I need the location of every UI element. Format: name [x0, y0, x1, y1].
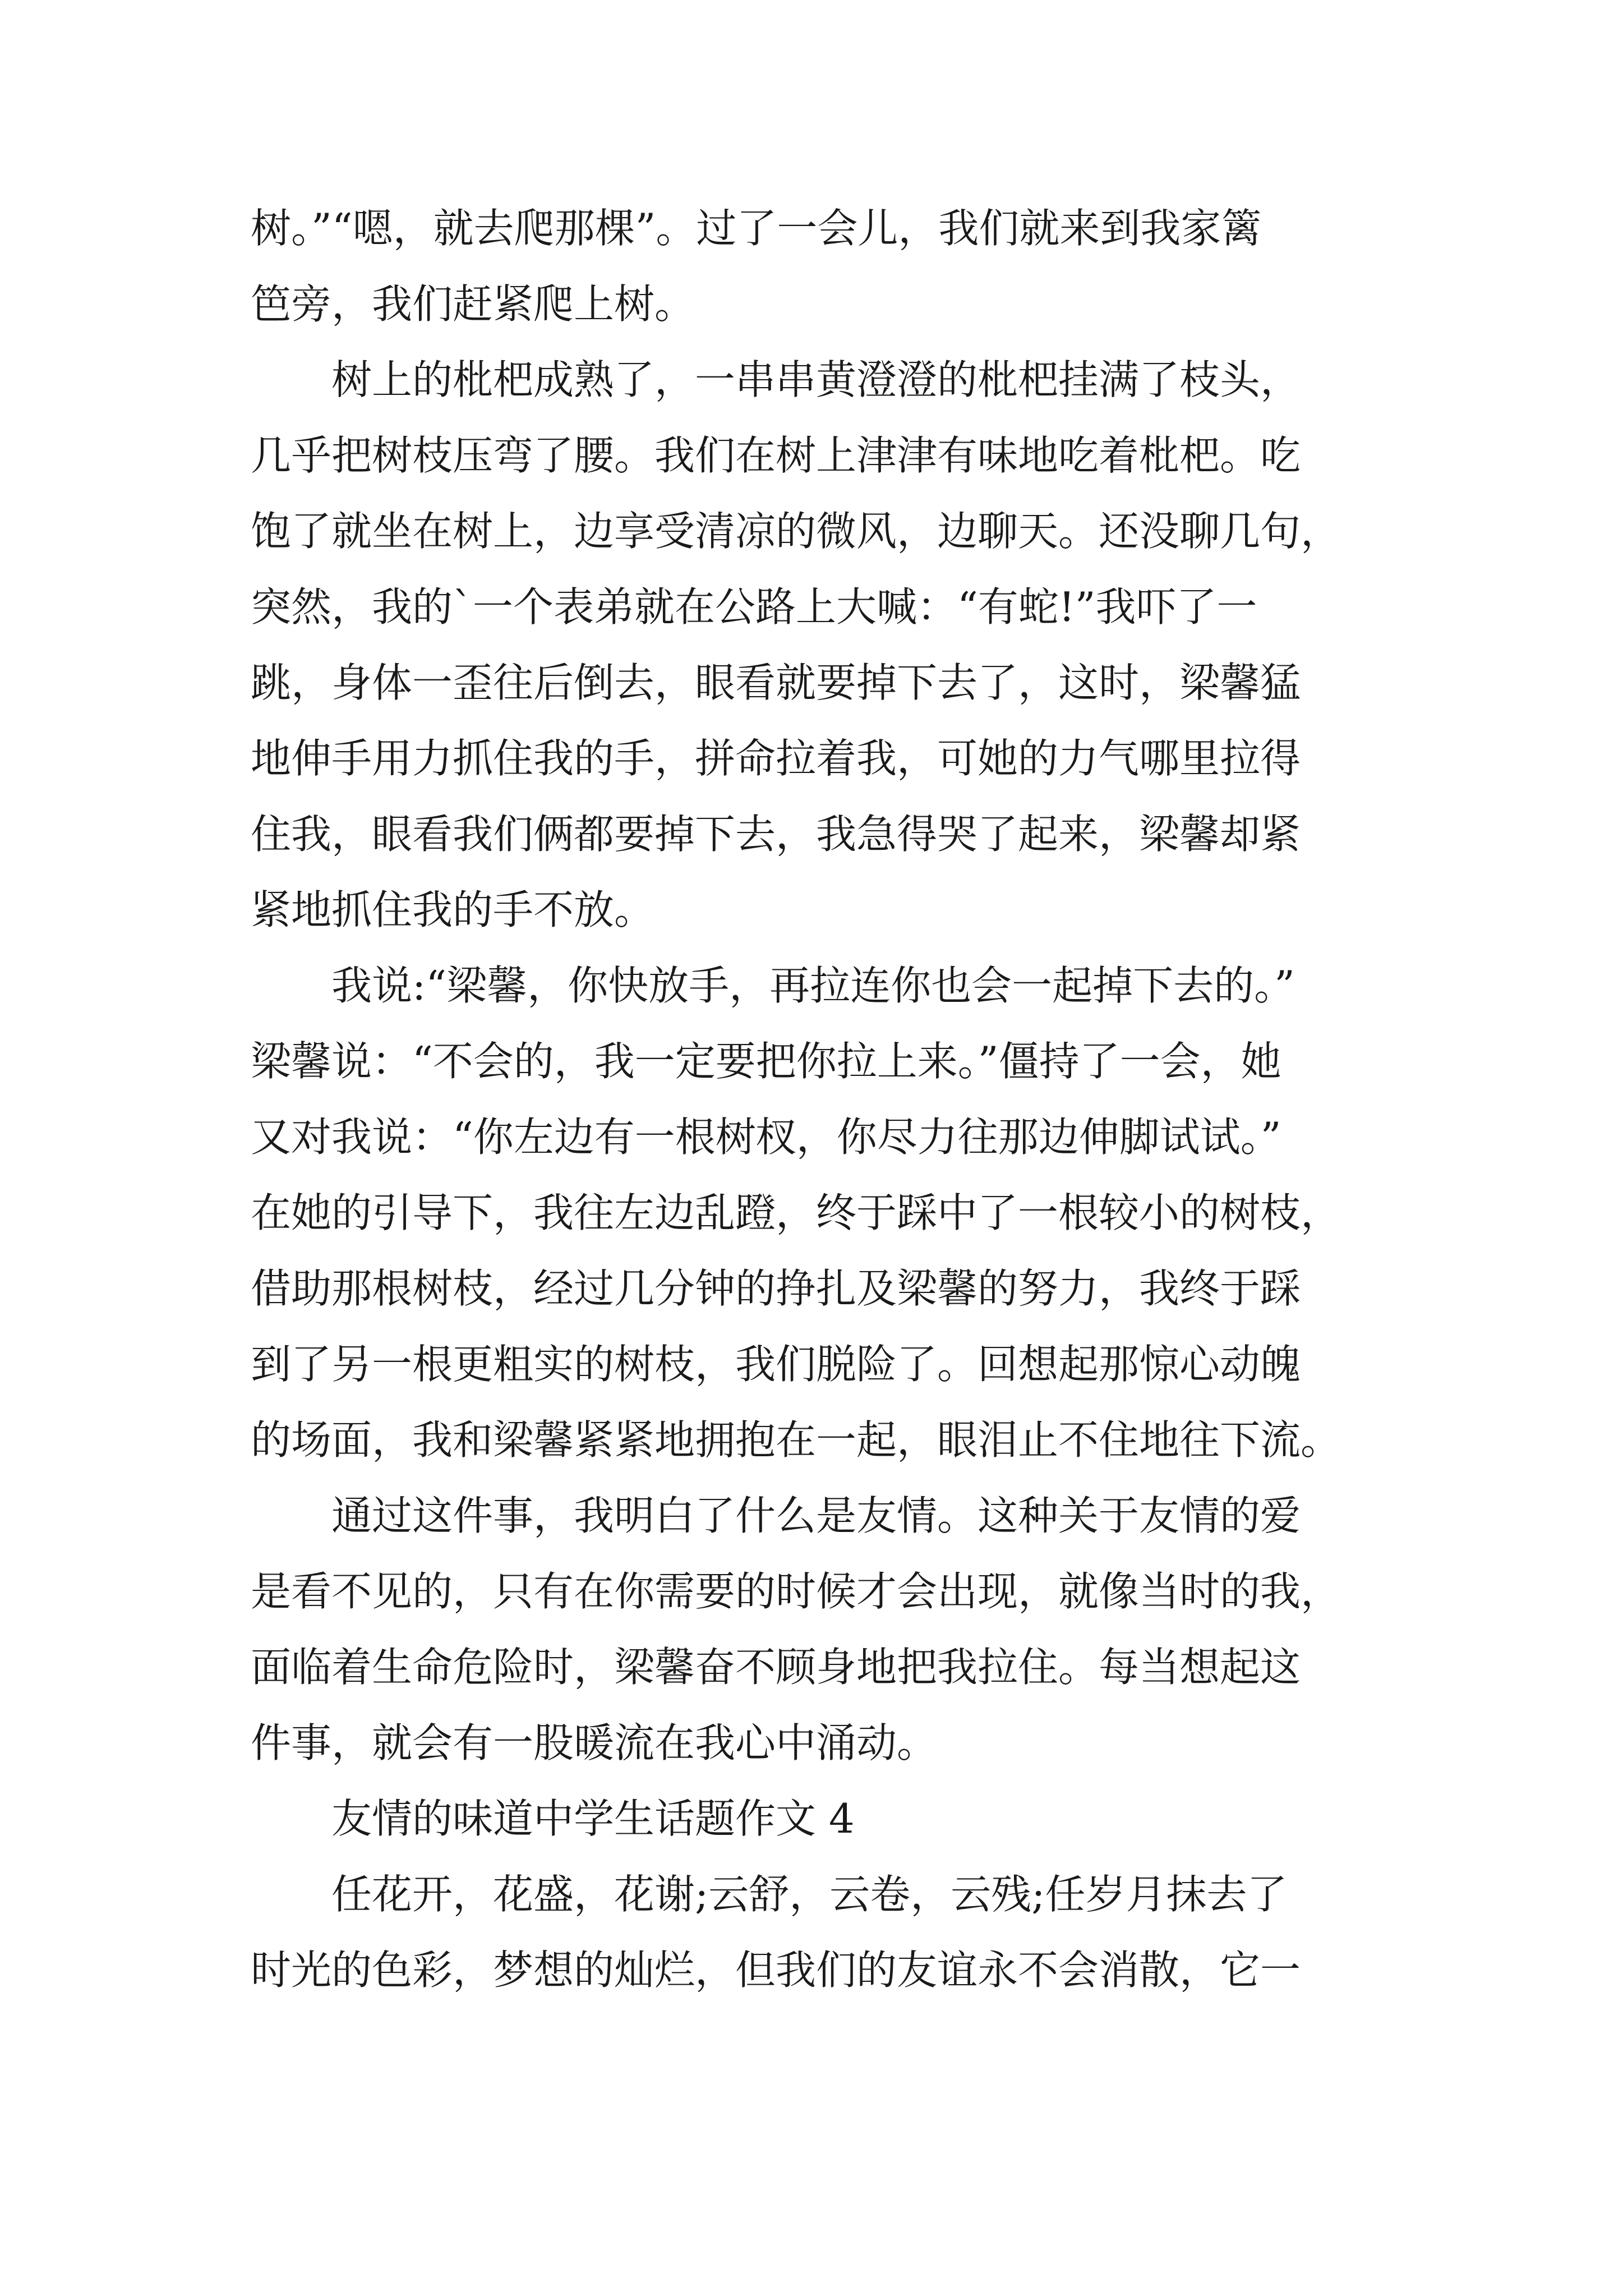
text-line: 跳，身体一歪往后倒去，眼看就要掉下去了，这时，梁馨猛	[251, 659, 1301, 706]
text-line: 借助那根树枝，经过几分钟的挣扎及梁馨的努力，我终于踩	[251, 1265, 1301, 1312]
text-line: 地伸手用力抓住我的手，拼命拉着我，可她的力气哪里拉得	[251, 735, 1301, 782]
text-line: 面临着生命危险时，梁馨奋不顾身地把我拉住。每当想起这	[251, 1644, 1301, 1691]
text-line: 树上的枇杷成熟了，一串串黄澄澄的枇杷挂满了枝头，	[251, 356, 1301, 403]
body-text	[251, 191, 1400, 2008]
text-line: 我说:“梁馨，你快放手，再拉连你也会一起掉下去的。”	[251, 962, 1295, 1009]
text-line: 紧地抓住我的手不放。	[251, 886, 655, 933]
text-line: 几乎把树枝压弯了腰。我们在树上津津有味地吃着枇杷。吃	[251, 432, 1301, 479]
text-line: 饱了就坐在树上，边享受清凉的微风，边聊天。还没聊几句，	[251, 508, 1341, 555]
text-line: 任花开，花盛，花谢;云舒，云卷，云残;任岁月抹去了	[251, 1871, 1288, 1918]
text-line: 突然，我的`一个表弟就在公路上大喊：“有蛇!”我吓了一	[251, 583, 1257, 631]
text-line: 时光的色彩，梦想的灿烂，但我们的友谊永不会消散，它一	[251, 1947, 1301, 1994]
text-line: 梁馨说：“不会的，我一定要把你拉上来。”僵持了一会，她	[251, 1038, 1281, 1085]
text-line: 通过这件事，我明白了什么是友情。这种关于友情的爱	[251, 1492, 1301, 1539]
text-line: 件事，就会有一股暖流在我心中涌动。	[251, 1719, 938, 1766]
text-line: 住我，眼看我们俩都要掉下去，我急得哭了起来，梁馨却紧	[251, 811, 1301, 858]
text-line: 树。”“嗯，就去爬那棵”。过了一会儿，我们就来到我家篱	[251, 205, 1262, 252]
text-line: 笆旁，我们赶紧爬上树。	[251, 280, 695, 328]
section-heading: 友情的味道中学生话题作文 4	[251, 1795, 855, 1842]
text-line: 的场面，我和梁馨紧紧地拥抱在一起，眼泪止不住地往下流。	[251, 1416, 1341, 1464]
text-line: 到了另一根更粗实的树枝，我们脱险了。回想起那惊心动魄	[251, 1341, 1301, 1388]
text-line: 是看不见的，只有在你需要的时候才会出现，就像当时的我，	[251, 1568, 1341, 1615]
text-line: 又对我说：“你左边有一根树杈，你尽力往那边伸脚试试。”	[251, 1114, 1281, 1161]
text-line: 在她的引导下，我往左边乱蹬，终于踩中了一根较小的树枝，	[251, 1189, 1341, 1236]
